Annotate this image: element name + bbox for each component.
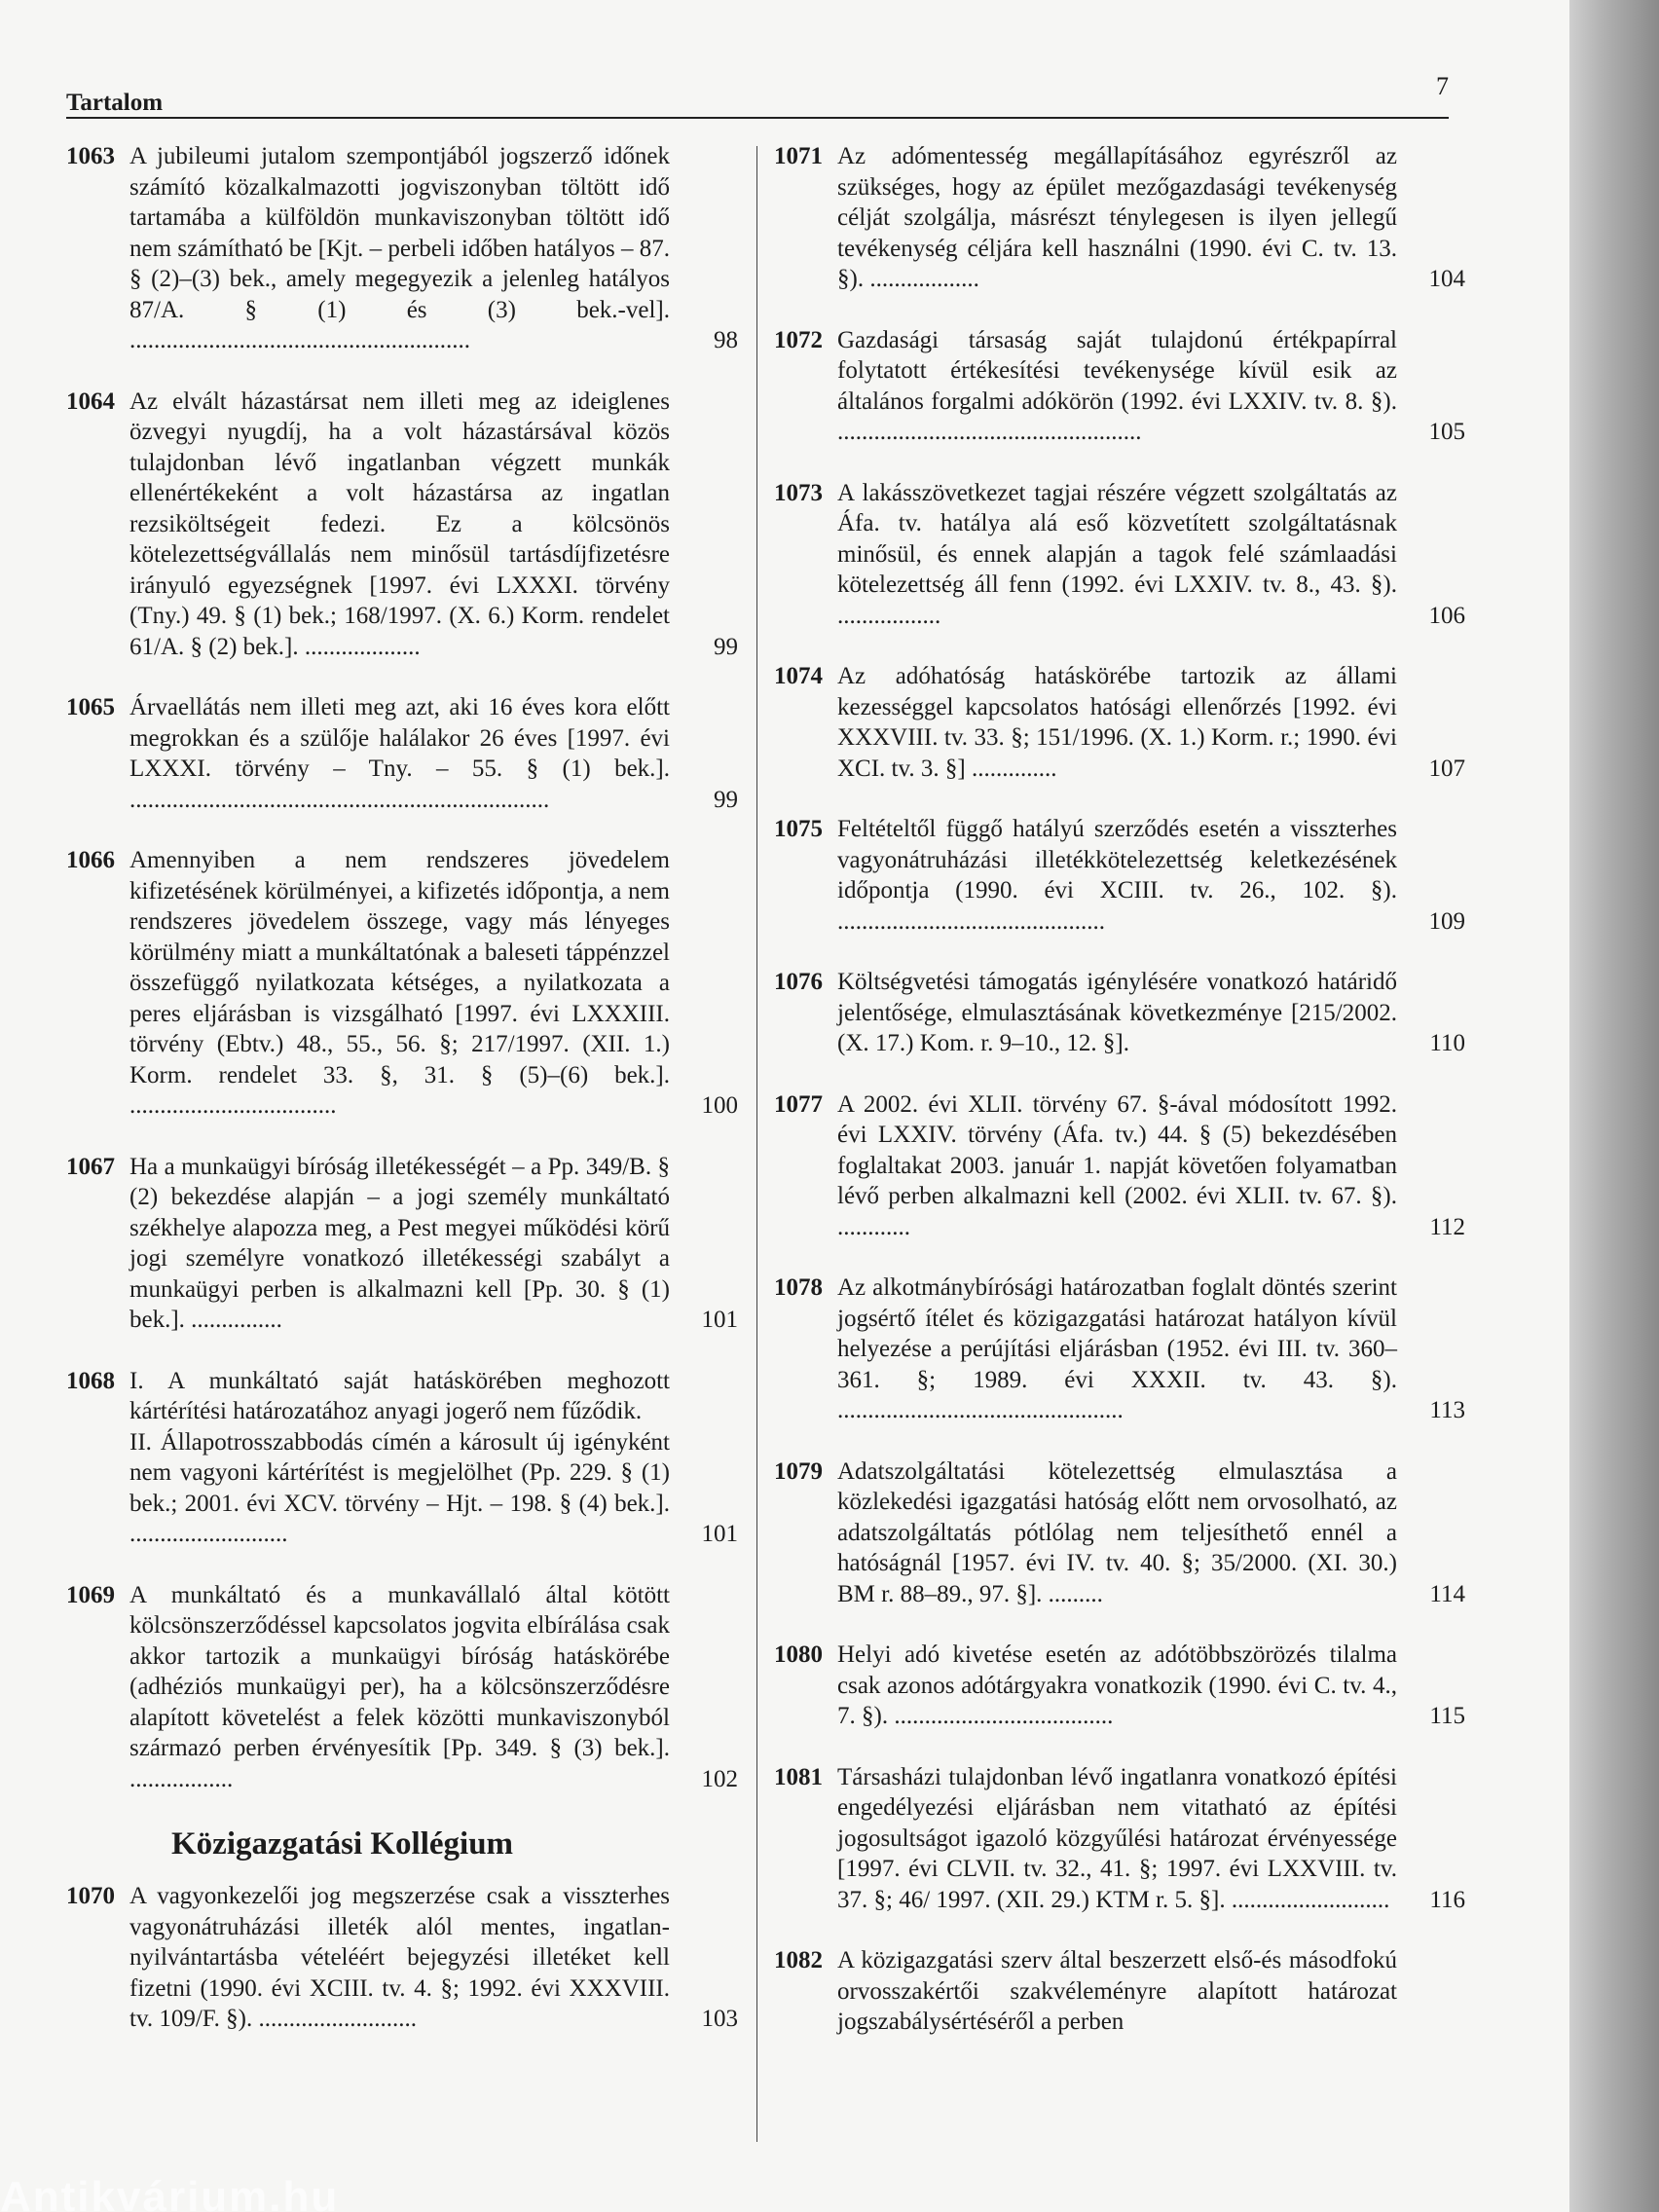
page-edge	[1569, 0, 1659, 2212]
entry-text: Az adóhatóság hatáskörébe tartozik az állami kezességgel kapcsolatos hatósági ellenőrzés [1992. évi XXXVIII. tv. 33. §; 151/1996. (X. 1.) Korm. r.; 1990. évi XCI. tv. 3. §] ..............	[837, 663, 1397, 782]
entry-page-number: 115	[1429, 1703, 1465, 1729]
toc-entry	[774, 1272, 1465, 1426]
entry-page-number: 116	[1429, 1886, 1465, 1913]
toc-entry	[66, 1881, 738, 2035]
toc-entry	[774, 814, 1465, 937]
entry-page-number: 100	[701, 1092, 738, 1119]
entry-page-number: 102	[701, 1765, 738, 1792]
entry-page-number: 99	[714, 786, 738, 813]
entry-page-number: 110	[1429, 1030, 1465, 1056]
entry-text: Ha a munkaügyi bíróság illetékességét – a Pp. 349/B. § (2) bekezdése alapján – a jogi személy munkáltató székhelye alapozza meg, a Pest megyei működési körű jogi személyre vonatkozó illetékességi szabályt a munkaügyi perben is alkalmazni kell [Pp. 30. § (1) bek.]. ...............	[129, 1153, 670, 1333]
entry-text: Költségvetési támogatás igénylésére vonatkozó határidő jelentősége, elmulasztásának következménye [215/2002. (X. 17.) Kom. r. 9–10., 12. §].	[837, 969, 1397, 1056]
left-column	[66, 141, 738, 2065]
entry-number: 1081	[774, 1763, 823, 1790]
entry-page-number: 99	[714, 633, 738, 660]
entry-page-number: 105	[1428, 419, 1465, 445]
entry-text: A 2002. évi XLII. törvény 67. §-ával módosított 1992. évi LXXIV. törvény (Áfa. tv.) 44. § (5) bekezdésében foglaltakat 2003. január 1. napját követően folyamatban lévő perben alkalmazni kell (2002. évi XLII. tv. 67. §). ............	[837, 1090, 1397, 1240]
toc-entry	[66, 1580, 738, 1795]
toc-entry	[66, 1152, 738, 1336]
entry-number: 1082	[774, 1947, 823, 1973]
entry-number: 1067	[66, 1153, 115, 1180]
toc-entry	[66, 387, 738, 663]
entry-page-number: 104	[1428, 266, 1465, 292]
toc-entry	[774, 967, 1465, 1059]
entry-number: 1069	[66, 1581, 115, 1608]
entry-number: 1078	[774, 1274, 823, 1301]
toc-entry	[774, 1945, 1465, 2038]
toc-entry	[774, 1089, 1465, 1243]
entry-number: 1066	[66, 847, 115, 873]
entry-number: 1075	[774, 816, 823, 842]
running-title: Tartalom	[66, 90, 164, 116]
entry-number: 1073	[774, 479, 823, 506]
entry-number: 1072	[774, 326, 823, 353]
entry-number: 1064	[66, 387, 115, 415]
toc-entry	[774, 661, 1465, 784]
entry-text: A közigazgatási szerv által beszerzett első-és másodfokú orvosszakértői szakvéleményre alapított határozat jogszabálysértéséről a perben	[837, 1947, 1397, 2035]
toc-entry	[774, 1640, 1465, 1732]
entry-text: Feltételtől függő hatályú szerződés esetén a visszterhes vagyonátruházási illetékkötelezettség keletkezésének időpontja (1990. évi XCIII. tv. 26., 102. §). ............................................	[837, 816, 1397, 935]
watermark: Antikvárium.hu	[0, 2173, 340, 2212]
entry-text: Társasházi tulajdonban lévő ingatlanra vonatkozó építési engedélyezési eljárásban nem vitatható az építési jogosultságot igazoló közgyűlési határozat érvényessége [1997. évi CLVII. tv. 32., 41. §; 1997. évi LXXVIII. tv. 37. §; 46/ 1997. (XII. 29.) KTM r. 5. §]. ..........................	[837, 1763, 1397, 1913]
entry-number: 1076	[774, 969, 823, 995]
entry-text: Gazdasági társaság saját tulajdonú értékpapírral folytatott értékesítési tevékenysége kívül esik az általános forgalmi adókörön (1992. évi LXXIV. tv. 8. §). ..................................................	[837, 326, 1397, 445]
entry-page-number: 107	[1428, 755, 1465, 782]
column-divider	[756, 146, 757, 2142]
entry-text: I. A munkáltató saját hatáskörében meghozott kártérítési határozatához anyagi jogerő nem fűződik. II. Állapotrosszabbodás címén a károsult új igényként nem vagyoni kártérítést is megjelölhet (Pp. 229. § (1) bek.; 2001. évi XCV. törvény – Hjt. – 198. § (4) bek.]. ..........................	[129, 1367, 670, 1547]
entry-page-number: 113	[1429, 1397, 1465, 1423]
entry-number: 1074	[774, 663, 823, 689]
entry-number: 1077	[774, 1090, 823, 1118]
entry-text: Árvaellátás nem illeti meg azt, aki 16 éves kora előtt megrokkan és a szülője halálakor 26 éves [1997. évi LXXXI. törvény – Tny. – 55. § (1) bek.]. .....................................................................	[129, 694, 670, 813]
entry-page-number: 101	[701, 1307, 738, 1333]
entry-number: 1068	[66, 1367, 115, 1394]
entry-page-number: 103	[701, 2006, 738, 2032]
section-heading: Közigazgatási Kollégium	[171, 1826, 514, 1862]
entry-page-number: 101	[701, 1521, 738, 1547]
entry-text: A vagyonkezelői jog megszerzése csak a visszterhes vagyonátruházási illeték alól mentes, ingatlan-nyilvántartásba vételéért bejegyzési illetéket kell fizetni (1990. évi XCIII. tv. 4. §; 1992. évi XXXVIII. tv. 109/F. §). ..........................	[129, 1883, 670, 2032]
entry-number: 1065	[66, 694, 115, 720]
entry-page-number: 114	[1429, 1580, 1465, 1607]
entry-page-number: 98	[714, 327, 738, 353]
entry-text: Adatszolgáltatási kötelezettség elmulasztása a közlekedési igazgatási hatóság előtt nem orvosolható, az adatszolgáltatás pótlólag nem teljesíthető ennél a hatóságnál [1957. évi IV. tv. 40. §; 35/2000. (XI. 30.) BM r. 88–89., 97. §]. .........	[837, 1457, 1397, 1607]
entry-text: Az adómentesség megállapításához egyrészről az szükséges, hogy az épület mezőgazdasági tevékenység célját szolgálja, másrészt ténylegesen is ilyen jellegű tevékenység céljára kell használni (1990. évi C. tv. 13. §). ..................	[837, 143, 1397, 292]
toc-entry	[774, 1762, 1465, 1916]
entry-number: 1063	[66, 143, 115, 169]
header-rule	[66, 117, 1449, 119]
entry-text: A lakásszövetkezet tagjai részére végzett szolgáltatás az Áfa. tv. hatálya alá eső közvetített szolgáltatásnak minősül, és ennek alapján a tagok felé számlaadási kötelezettség áll fenn (1992. évi LXXIV. tv. 8., 43. §). .................	[837, 479, 1397, 629]
entry-number: 1079	[774, 1457, 823, 1485]
right-column	[774, 141, 1465, 2068]
entry-text: A jubileumi jutalom szempontjából jogszerző időnek számító közalkalmazotti jogviszonyban töltött idő tartamába a külföldön munkaviszonyban töltött idő nem számítható be [Kjt. – perbeli időben hatályos – 87. § (2)–(3) bek., amely megegyezik a jelenleg hatályos 87/A. § (1) és (3) bek.-vel]. ........................................................	[129, 143, 670, 353]
entry-number: 1080	[774, 1641, 823, 1668]
toc-entry	[66, 845, 738, 1122]
toc-entry	[774, 141, 1465, 295]
toc-entry	[774, 325, 1465, 448]
entry-number: 1071	[774, 143, 823, 169]
entry-text: A munkáltató és a munkavállaló által kötött kölcsönszerződéssel kapcsolatos jogvita elbírálása csak akkor tartozik a munkaügyi bíróság hatáskörébe (adhéziós munkaügyi per), ha a kölcsönszerződésre alapított követelést a felek közötti munkaviszonyból származó perben érvényesítik [Pp. 349. § (3) bek.]. .................	[129, 1581, 670, 1792]
entry-page-number: 106	[1428, 602, 1465, 629]
entry-number: 1070	[66, 1883, 115, 1909]
entry-text: Az alkotmánybírósági határozatban foglalt döntés szerint jogsértő ítélet és közigazgatási határozat hatályon kívül helyezése a perújítási eljárásban (1952. évi III. tv. 360–361. §; 1989. évi XXXII. tv. 43. §). ...............................................	[837, 1274, 1397, 1423]
entry-text: Amennyiben a nem rendszeres jövedelem kifizetésének körülményei, a kifizetés időpontja, a nem rendszeres jövedelem összege, vagy más lényeges körülmény miatt a munkáltatónak a baleseti táppénzzel összefüggő nyilatkozata kétséges, a nyilatkozata a peres eljárásban is vizsgálható [1997. évi LXXXIII. törvény (Ebtv.) 48., 55., 56. §; 217/1997. (XII. 1.) Korm. rendelet 33. §, 31. § (5)–(6) bek.]. ..................................	[129, 847, 670, 1119]
entry-page-number: 109	[1428, 907, 1465, 935]
entry-page-number: 112	[1429, 1213, 1465, 1240]
toc-entry	[66, 1366, 738, 1550]
toc-entry	[774, 478, 1465, 632]
entry-text: Helyi adó kivetése esetén az adótöbbszörözés tilalma csak azonos adótárgyakra vonatkozik (1990. évi C. tv. 4., 7. §). ....................................	[837, 1641, 1397, 1729]
page-number: 7	[1436, 72, 1449, 100]
toc-entry	[66, 692, 738, 815]
toc-entry	[66, 141, 738, 356]
toc-entry	[774, 1456, 1465, 1610]
entry-text: Az elvált házastársat nem illeti meg az ideiglenes özvegyi nyugdíj, ha a volt házastársával közös tulajdonban lévő ingatlanban végzett munkák ellenértékeként a volt házastársa az ingatlan rezsiköltségeit fedezi. Ez a kölcsönös kötelezettségvállalás nem minősül tartásdíjfizetésre irányuló egyezségnek [1997. évi LXXXI. törvény (Tny.) 49. § (1) bek.; 168/1997. (X. 6.) Korm. rendelet 61/A. § (2) bek.]. ...................	[129, 387, 670, 660]
